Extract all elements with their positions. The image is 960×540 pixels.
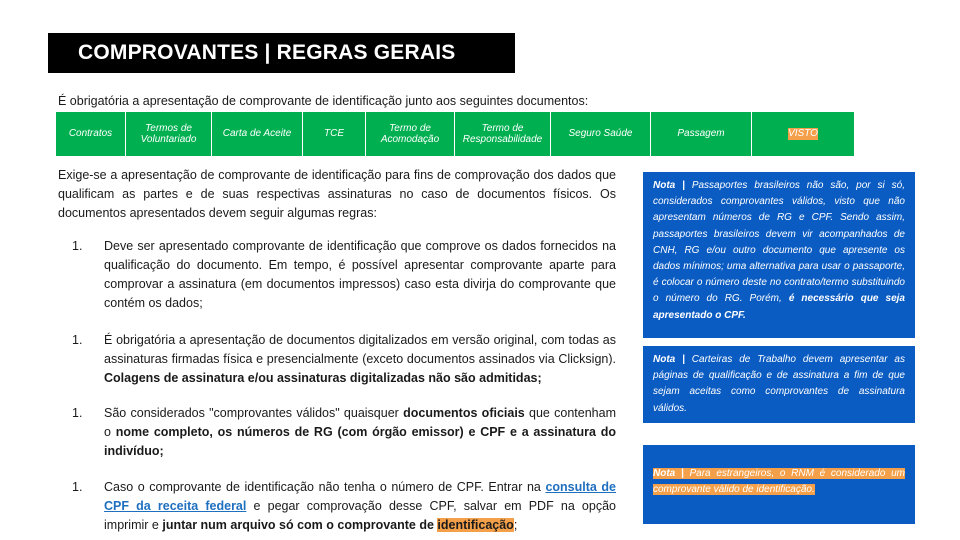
note-text: Para estrangeiros, o RNM é considerado um comprovante válido de identificação. bbox=[653, 468, 906, 496]
doc-cell: Seguro Saúde bbox=[551, 112, 651, 156]
identificacao-highlight: identificação bbox=[437, 518, 514, 532]
rule-number: 1. bbox=[72, 239, 83, 253]
cpf-consulta-link[interactable]: consulta de CPF da receita federal bbox=[104, 480, 616, 513]
rule-text-end: ; bbox=[513, 518, 518, 532]
rule-text bbox=[104, 478, 616, 535]
rule-text-bold: nome completo, os números de RG (com órgão emissor) e CPF e a assinatura do indivíduo; bbox=[104, 425, 616, 458]
doc-cell: Termo de Acomodação bbox=[366, 112, 455, 156]
page-title: COMPROVANTES | REGRAS GERAIS bbox=[48, 33, 515, 73]
rule-item bbox=[58, 478, 616, 535]
rule-text-bold: Colagens de assinatura e/ou assinaturas digitalizadas não são admitidas; bbox=[104, 371, 542, 385]
note-carteiras bbox=[643, 346, 915, 423]
rule-text-bold: juntar num arquivo só com o comprovante de bbox=[162, 518, 434, 532]
doc-cell: Termos de Voluntariado bbox=[126, 112, 212, 156]
documents-table bbox=[56, 112, 854, 156]
rule-item bbox=[58, 237, 616, 313]
rule-text-plain: São considerados "comprovantes válidos" quaisquer bbox=[104, 406, 399, 420]
rule-text: Deve ser apresentado comprovante de identificação que comprove os dados fornecidos na qualificação do documento. Em tempo, é possível apresentar comprovante aparte para comprovar a assinatura (em documentos impressos) caso esta divirja do comprovante que contém os dados; bbox=[104, 239, 616, 310]
rule-number: 1. bbox=[72, 406, 83, 420]
intro-text: É obrigatória a apresentação de comprovante de identificação junto aos seguintes documentos: bbox=[58, 94, 589, 108]
rule-text-plain: que contenham o bbox=[104, 406, 616, 439]
note-estrangeiros bbox=[643, 445, 915, 524]
rule-item bbox=[58, 404, 616, 461]
doc-cell: Passagem bbox=[651, 112, 752, 156]
doc-cell: TCE bbox=[303, 112, 366, 156]
rule-text bbox=[104, 404, 616, 461]
doc-cell-visto bbox=[752, 112, 854, 156]
note-label: Nota | bbox=[653, 180, 685, 191]
note-text-bold: é necessário que seja apresentado o CPF. bbox=[653, 293, 905, 321]
rule-text-plain: e pegar comprovação desse CPF, salvar em PDF na opção imprimir e bbox=[104, 499, 616, 532]
note-text: Carteiras de Trabalho devem apresentar as páginas de qualificação e de assinatura a fim de que sejam aceitas como comprovantes de assinatura válidos. bbox=[653, 354, 905, 414]
doc-cell: Termo de Responsabilidade bbox=[455, 112, 551, 156]
note-passaportes bbox=[643, 172, 915, 338]
note-text: Passaportes brasileiros não são, por si só, considerados comprovantes válidos, visto que não apresentam números de RG e CPF. Sendo assim, passaportes brasileiros devem vir acompanhados de CNH, RG e/ou outro documento que apresente os dados mínimos; uma alternativa para usar o passaporte, é colocar o número deste no contrato/termo substituindo o número do RG. Porém, bbox=[653, 180, 905, 305]
rules-paragraph: Exige-se a apresentação de comprovante de identificação para fins de comprovação dos dados que qualificam as partes e de suas respectivas assinaturas no caso de documentos físicos. Os documentos apresentados devem seguir algumas regras: bbox=[58, 168, 616, 220]
note-label: Nota | bbox=[653, 468, 684, 479]
rule-text-plain: É obrigatória a apresentação de documentos digitalizados em versão original, com todas as assinaturas firmadas física e presencialmente (exceto documentos assinados via Clicksign). bbox=[104, 333, 616, 366]
rule-number: 1. bbox=[72, 333, 83, 347]
rule-text bbox=[104, 331, 616, 388]
doc-cell: Contratos bbox=[56, 112, 126, 156]
rules-intro bbox=[58, 166, 616, 223]
rule-item bbox=[58, 331, 616, 388]
note-label: Nota | bbox=[653, 354, 685, 365]
rule-number: 1. bbox=[72, 480, 83, 494]
visto-highlight: VISTO bbox=[788, 128, 818, 140]
doc-cell: Carta de Aceite bbox=[212, 112, 303, 156]
rule-text-bold: documentos oficiais bbox=[403, 406, 525, 420]
rule-text-plain: Caso o comprovante de identificação não tenha o número de CPF. Entrar na bbox=[104, 480, 541, 494]
